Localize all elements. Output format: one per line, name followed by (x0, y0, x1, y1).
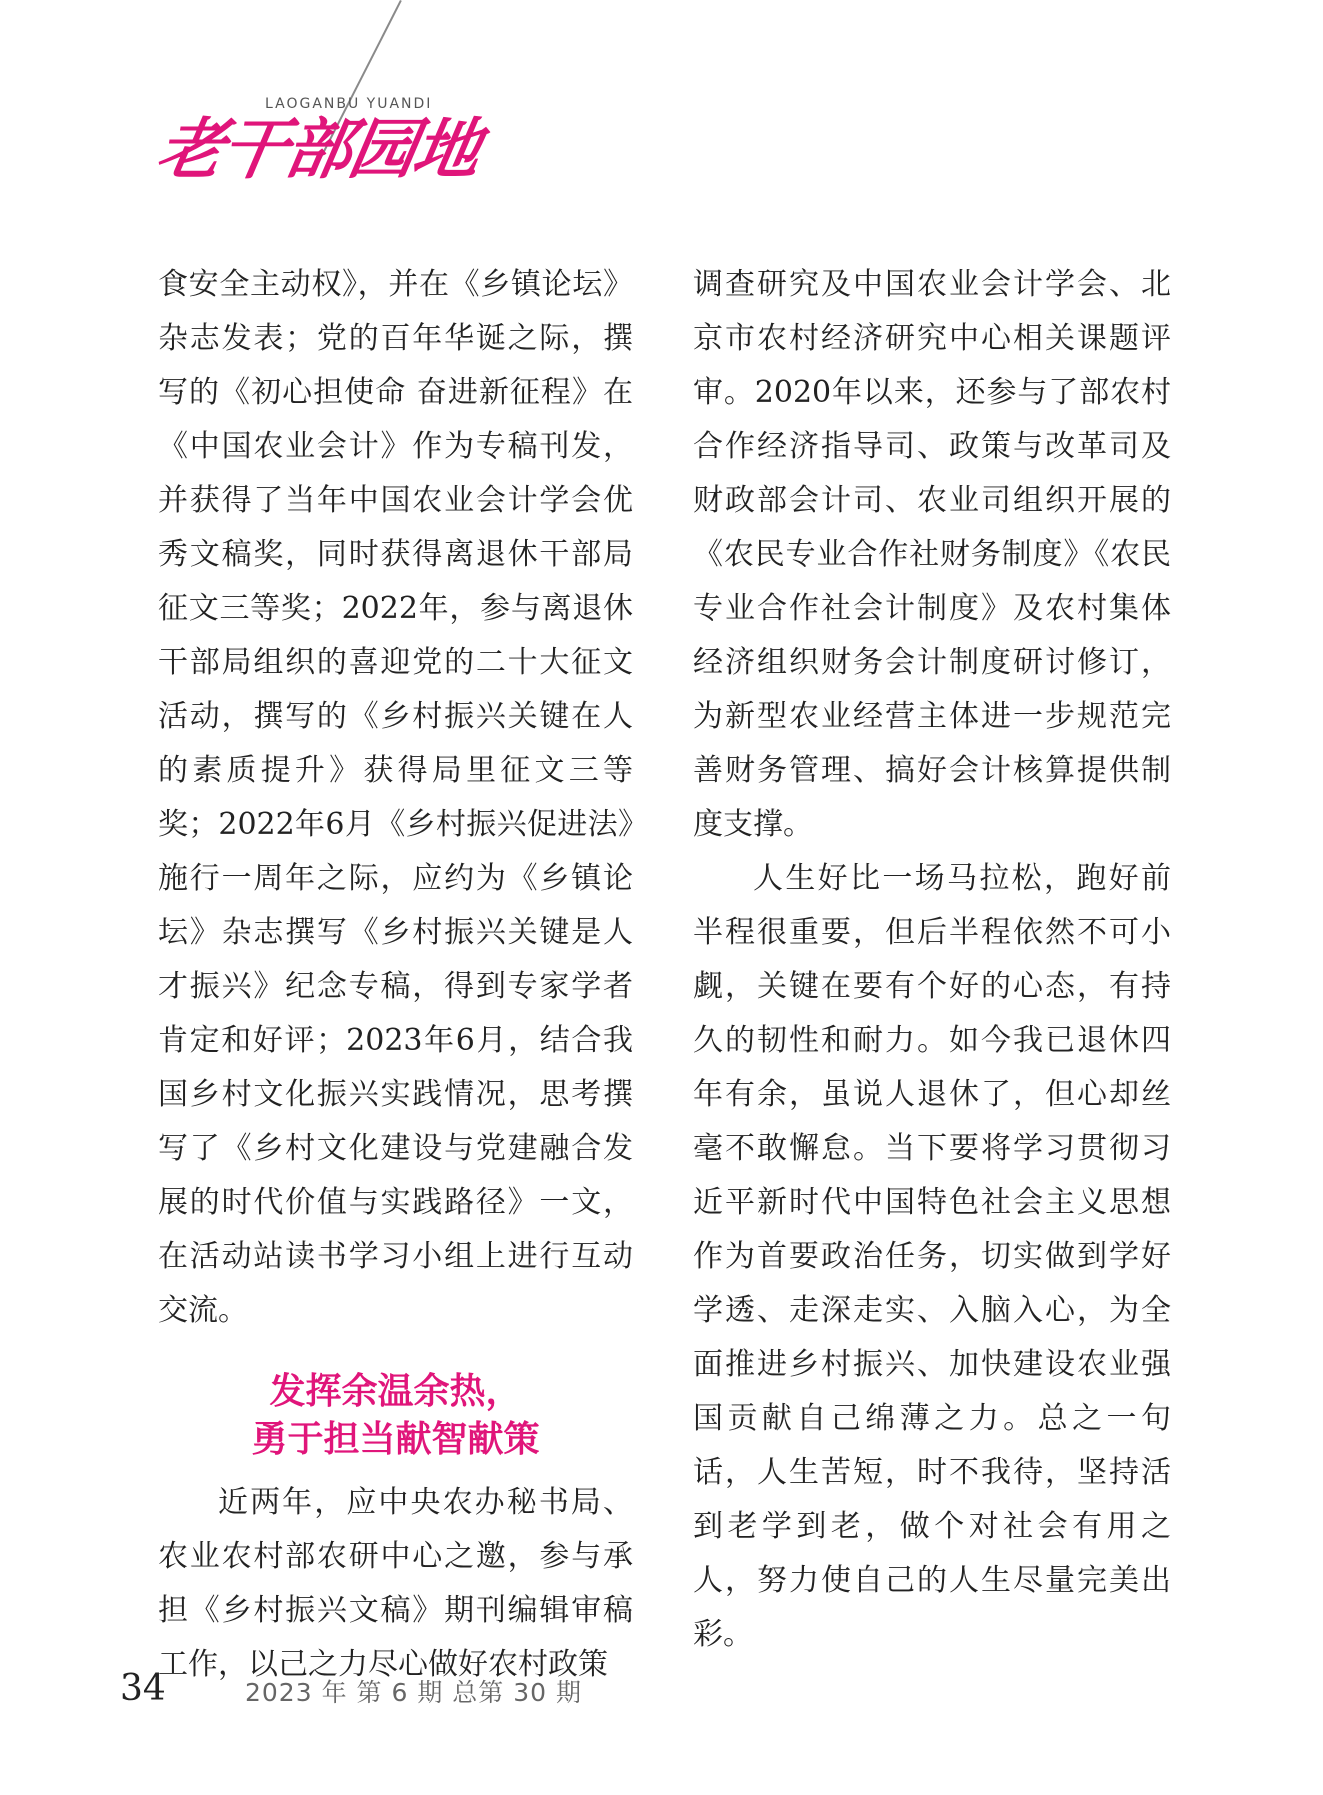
column-logo: 老干部园地 (151, 110, 485, 188)
section-heading-line-2: 勇于担当献智献策 (251, 1419, 540, 1460)
left-column (158, 258, 633, 1692)
left-paragraph-1: 食安全主动权》，并在《乡镇论坛》杂志发表；党的百年华诞之际，撰写的《初心担使命 奋进新征程》在《中国农业会计》作为专稿刊发，并获得了当年中国农业会计学会优秀文稿奖，同时获得离退休干部局征文三等奖；2022年，参与离退休干部局组织的喜迎党的二十大征文活动，撰写的《乡村振兴关键在人的素质提升》获得局里征文三等奖；2022年6月《乡村振兴促进法》施行一周年之际，应约为《乡镇论坛》杂志撰写《乡村振兴关键是人才振兴》纪念专稿，得到专家学者肯定和好评；2023年6月，结合我国乡村文化振兴实践情况，思考撰写了《乡村文化建设与党建融合发展的时代价值与实践路径》一文，在活动站读书学习小组上进行互动交流。 (158, 267, 633, 1328)
issue-info: 2023 年 第 6 期 总第 30 期 (245, 1678, 582, 1707)
section-heading-line-1: 发挥余温余热， (269, 1371, 522, 1412)
page-number: 34 (120, 1668, 166, 1709)
right-paragraph-2: 人生好比一场马拉松，跑好前半程很重要，但后半程依然不可小觑，关键在要有个好的心态，有持久的韧性和耐力。如今我已退休四年有余，虽说人退休了，但心却丝毫不敢懈怠。当下要将学习贯彻习近平新时代中国特色社会主义思想作为首要政治任务，切实做到学好学透、走深走实、入脑入心，为全面推进乡村振兴、加快建设农业强国贡献自己绵薄之力。总之一句话，人生苦短，时不我待，坚持活到老学到老，做个对社会有用之人，努力使自己的人生尽量完美出彩。 (693, 861, 1171, 1652)
section-heading (158, 1368, 633, 1464)
right-column (693, 258, 1171, 1662)
right-paragraph-1: 调查研究及中国农业会计学会、北京市农村经济研究中心相关课题评审。2020年以来，还参与了部农村合作经济指导司、政策与改革司及财政部会计司、农业司组织开展的《农民专业合作社财务制度》《农民专业合作社会计制度》及农村集体经济组织财务会计制度研讨修订，为新型农业经营主体进一步规范完善财务管理、搞好会计核算提供制度支撑。 (693, 267, 1171, 842)
left-paragraph-2: 近两年，应中央农办秘书局、农业农村部农研中心之邀，参与承担《乡村振兴文稿》期刊编辑审稿工作，以己之力尽心做好农村政策 (158, 1485, 633, 1682)
header-pinyin: LAOGANBU YUANDI (265, 96, 433, 112)
